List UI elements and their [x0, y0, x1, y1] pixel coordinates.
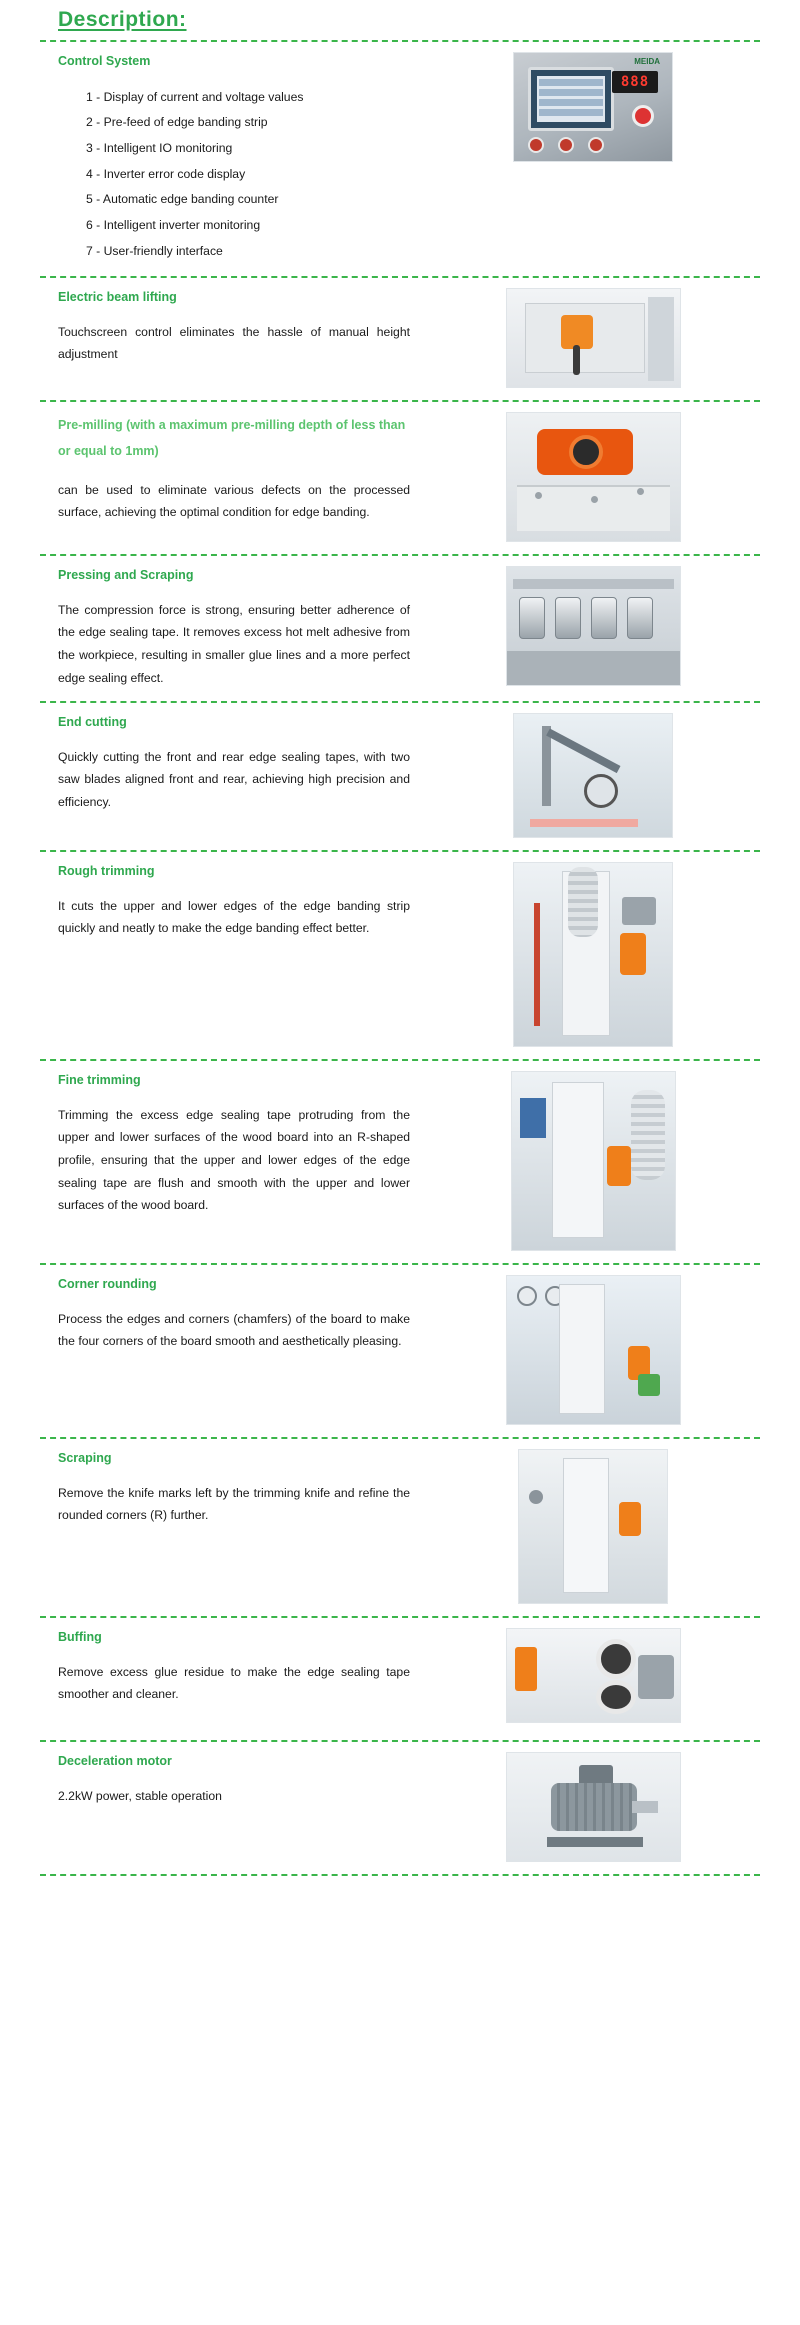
section-text [40, 1752, 420, 1807]
brand-label: MEIDA [634, 57, 660, 66]
list-item: 7 - User-friendly interface [86, 243, 223, 258]
section-media [420, 1449, 760, 1604]
section-body: Trimming the excess edge sealing tape protruding from the upper and lower surfaces of the wood board into an R-shaped profile, ensuring that the upper and lower edges of the edge sealing tape are flush and smooth with the upper and lower surfaces of the wood board. [58, 1107, 410, 1213]
section-body: Remove excess glue residue to make the edge sealing tape smoother and cleaner. [58, 1664, 410, 1702]
section-text [40, 288, 420, 366]
section-text [40, 1628, 420, 1706]
section-heading: Fine trimming [58, 1073, 141, 1088]
section-heading: Electric beam lifting [58, 290, 177, 305]
section-media [420, 1628, 760, 1723]
section-scraping [40, 1439, 760, 1614]
section-deceleration-motor [40, 1742, 760, 1872]
section-media [420, 1275, 760, 1425]
section-body: The compression force is strong, ensuring better adherence of the edge sealing tape. It removes excess hot melt adhesive from the workpiece, resulting in smaller glue lines and a more perfect edge sealing effect. [58, 602, 410, 685]
section-text [40, 1275, 420, 1353]
section-media [420, 1752, 760, 1862]
section-end-cutting [40, 703, 760, 848]
push-buttons [528, 137, 604, 153]
section-body: Touchscreen control eliminates the hassle of manual height adjustment [58, 324, 410, 362]
section-media [420, 862, 760, 1047]
section-buffing [40, 1618, 760, 1738]
section-text [40, 52, 420, 264]
section-rough-trimming [40, 852, 760, 1057]
pre-milling-photo [506, 412, 681, 542]
section-heading: Pre-milling (with a maximum pre-milling depth of less than or equal to 1mm) [58, 418, 406, 459]
section-body: Remove the knife marks left by the trimming knife and refine the rounded corners (R) further. [58, 1485, 410, 1523]
section-pressing-and-scraping [40, 556, 760, 699]
section-media [420, 566, 760, 686]
section-heading: Control System [58, 54, 151, 68]
section-text [40, 1449, 420, 1527]
corner-rounding-photo [506, 1275, 681, 1425]
led-display: 888 [612, 71, 658, 93]
section-body: Quickly cutting the front and rear edge sealing tapes, with two saw blades aligned front and rear, achieving high precision and efficiency. [58, 749, 410, 809]
section-media [420, 52, 760, 162]
list-item: 5 - Automatic edge banding counter [86, 192, 279, 207]
list-item: 2 - Pre-feed of edge banding strip [86, 115, 268, 130]
end-cutting-photo [513, 713, 673, 838]
section-fine-trimming [40, 1061, 760, 1261]
list-item: 6 - Intelligent inverter monitoring [86, 217, 261, 232]
list-item: 3 - Intelligent IO monitoring [86, 141, 233, 155]
scraping-photo [518, 1449, 668, 1604]
section-body: 2.2kW power, stable operation [58, 1788, 222, 1803]
section-corner-rounding [40, 1265, 760, 1435]
section-text [40, 1071, 420, 1217]
fine-trimming-photo [511, 1071, 676, 1251]
section-heading: Rough trimming [58, 864, 155, 879]
page-title: Description: [58, 8, 187, 31]
section-heading: Pressing and Scraping [58, 568, 194, 583]
screen [537, 76, 605, 122]
section-heading: Scraping [58, 1451, 112, 1466]
section-heading: Deceleration motor [58, 1754, 172, 1769]
electric-beam-lifting-photo [506, 288, 681, 388]
rough-trimming-photo [513, 862, 673, 1047]
section-media [420, 412, 760, 542]
section-heading: Corner rounding [58, 1277, 157, 1292]
deceleration-motor-photo [506, 1752, 681, 1862]
section-control-system [40, 42, 760, 274]
buffing-photo [506, 1628, 681, 1723]
section-body: can be used to eliminate various defects on the processed surface, achieving the optimal condition for edge banding. [58, 482, 410, 520]
section-heading: End cutting [58, 715, 127, 730]
emergency-stop-knob [632, 105, 654, 127]
list-item: 4 - Inverter error code display [86, 166, 246, 181]
section-electric-beam-lifting [40, 278, 760, 398]
section-media [420, 1071, 760, 1251]
list-item: 1 - Display of current and voltage values [86, 89, 304, 104]
section-body: Process the edges and corners (chamfers) of the board to make the four corners of the board smooth and aesthetically pleasing. [58, 1311, 410, 1349]
section-media [420, 713, 760, 838]
section-heading: Buffing [58, 1630, 102, 1645]
section-body: It cuts the upper and lower edges of the edge banding strip quickly and neatly to make the edge banding effect better. [58, 898, 410, 936]
section-divider [40, 1874, 760, 1876]
control-panel-photo [513, 52, 673, 162]
control-system-feature-list [58, 85, 410, 264]
section-pre-milling [40, 402, 760, 552]
touchscreen-panel [528, 67, 614, 131]
section-media [420, 288, 760, 388]
section-text [40, 566, 420, 689]
section-text [40, 713, 420, 813]
pressing-and-scraping-photo [506, 566, 681, 686]
section-text [40, 412, 420, 524]
section-text [40, 862, 420, 940]
